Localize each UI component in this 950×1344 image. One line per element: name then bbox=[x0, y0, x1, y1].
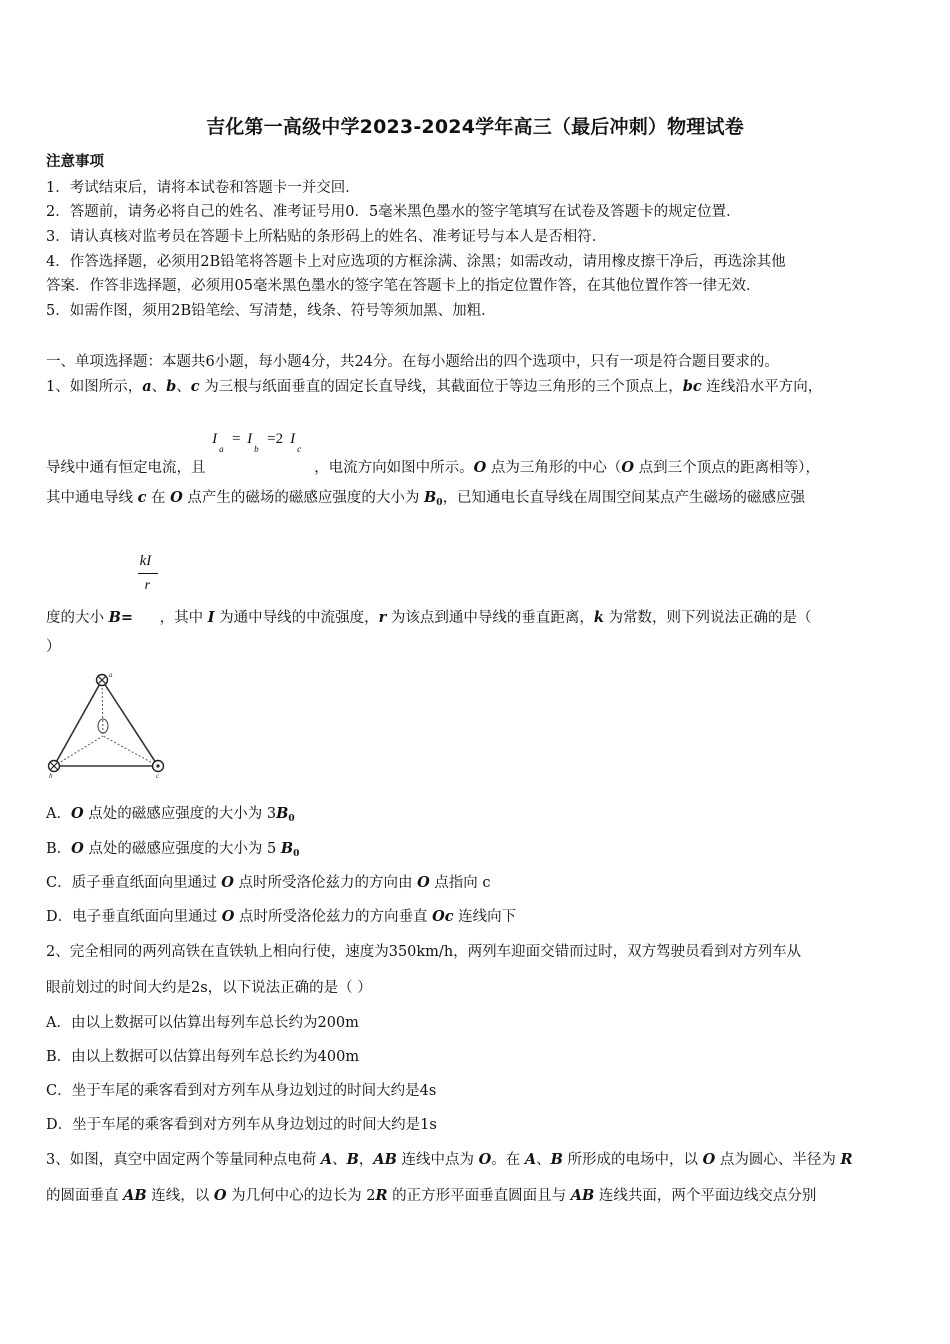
eq-symbol: I bbox=[212, 431, 218, 447]
q2-option-a: A．由以上数据可以估算出每列车总长约为200m bbox=[46, 1015, 359, 1031]
triangle-edge-ac bbox=[102, 680, 158, 766]
label-b: b bbox=[49, 772, 53, 780]
q2-line1: 2、完全相同的两列高铁在直铁轨上相向行使，速度为350km/h，两列车迎面交错而过时，双方驾驶员看到对方列车从 bbox=[46, 944, 802, 960]
note-item: 2．答题前，请务必将自己的姓名、准考证号用0．5毫米黑色墨水的签字笔填写在试卷及答题卡的规定位置． bbox=[46, 204, 741, 220]
q1-subscript: 0 bbox=[436, 498, 443, 508]
q3-var: O bbox=[213, 1187, 227, 1204]
wire-a-icon bbox=[97, 675, 108, 686]
q3-text: 3、如图，真空中固定两个等量同种点电荷 bbox=[46, 1152, 321, 1168]
q1-text: 为通中导线的中流强度， bbox=[214, 610, 379, 626]
q2-option-d: D．坐于车尾的乘客看到对方列车从身边划过的时间大约是1s bbox=[46, 1117, 437, 1133]
note-item: 5．如需作图，须用2B铅笔绘、写清楚，线条、符号等须加黑、加粗． bbox=[46, 303, 496, 319]
q1-text: 为三根与纸面垂直的固定长直导线，其截面位于等边三角形的三个顶点上， bbox=[199, 379, 683, 395]
q3-var: O bbox=[702, 1151, 716, 1168]
q1-option-b bbox=[46, 840, 299, 863]
q1-subscript: 0 bbox=[293, 849, 300, 859]
q3-text: 、 bbox=[536, 1152, 551, 1168]
q1-var: a bbox=[142, 378, 152, 395]
q1-option-d bbox=[46, 908, 516, 926]
q3-text: 点为圆心、半径为 bbox=[715, 1152, 841, 1168]
q1-var: Oc bbox=[432, 908, 454, 925]
q1-var: O bbox=[221, 874, 234, 891]
q3-var: A bbox=[524, 1151, 537, 1168]
q3-text: 连线中点为 bbox=[396, 1152, 479, 1168]
q1-option-c bbox=[46, 874, 491, 892]
q1-var: r bbox=[378, 609, 387, 626]
page-title: 吉化第一高级中学2023-2024学年高三（最后冲刺）物理试卷 bbox=[206, 116, 744, 138]
option-text: 点处的磁感应强度的大小为 3 bbox=[83, 806, 277, 822]
option-text: 点时所受洛伦兹力的方向垂直 bbox=[234, 909, 433, 925]
q1-var: B bbox=[280, 840, 294, 857]
q1-text: 度的大小 bbox=[46, 610, 109, 626]
fraction-bar bbox=[138, 573, 158, 574]
q2-option-c: C．坐于车尾的乘客看到对方列车从身边划过的时间大约是4s bbox=[46, 1083, 437, 1099]
q3-var: AB bbox=[373, 1151, 397, 1168]
q2-line2: 眼前划过的时间大约是2s，以下说法正确的是（ ） bbox=[46, 980, 372, 996]
q1-text: 点为三角形的中心（ bbox=[486, 460, 622, 476]
current-equation bbox=[210, 431, 314, 468]
q3-text: 。在 bbox=[491, 1152, 525, 1168]
q1-var: bc bbox=[682, 378, 702, 395]
q1-var: O bbox=[621, 459, 634, 476]
eq-subscript: c bbox=[297, 444, 302, 454]
q3-var: B bbox=[346, 1151, 359, 1168]
q1-line1 bbox=[46, 378, 822, 396]
q1-text: 点产生的磁场的磁感应强度的大小为 bbox=[182, 490, 425, 506]
q3-text: 所形成的电场中，以 bbox=[562, 1152, 703, 1168]
option-letter: A． bbox=[46, 806, 71, 822]
eq-symbol: =2 bbox=[267, 431, 284, 447]
q3-text: 连线共面，两个平面边线交点分别 bbox=[594, 1188, 817, 1204]
q3-text: 的正方形平面垂直圆面且与 bbox=[387, 1188, 571, 1204]
dashed-line-bo bbox=[54, 736, 103, 766]
q1-text: 在 bbox=[146, 490, 171, 506]
option-text: 点时所受洛伦兹力的方向由 bbox=[233, 875, 418, 891]
q1-text: 连线沿水平方向， bbox=[701, 379, 823, 395]
q1-text: 为该点到通中导线的垂直距离， bbox=[386, 610, 594, 626]
q1-subscript: 0 bbox=[288, 814, 295, 824]
q1-line3 bbox=[46, 489, 805, 512]
q1-var: B bbox=[424, 489, 437, 506]
b-formula-fraction bbox=[138, 553, 160, 616]
note-item: 4．作答选择题，必须用2B铅笔将答题卡上对应选项的方框涂满、涂黑；如需改动，请用橡皮擦干净后，再选涂其他 bbox=[46, 254, 786, 270]
q2-option-b: B．由以上数据可以估算出每列车总长约为400m bbox=[46, 1049, 360, 1065]
wire-b-icon bbox=[49, 761, 60, 772]
q1-line2 bbox=[46, 431, 820, 477]
wire-c-icon bbox=[153, 761, 164, 772]
triangle-edge-ab bbox=[54, 680, 102, 766]
q1-var: I bbox=[207, 609, 215, 626]
option-text: C．质子垂直纸面向里通过 bbox=[46, 875, 222, 891]
q1-line5: ） bbox=[46, 639, 61, 655]
notes-heading: 注意事项 bbox=[46, 153, 104, 170]
q3-line1 bbox=[46, 1151, 853, 1169]
eq-symbol: = bbox=[232, 431, 241, 447]
q1-var: O bbox=[221, 908, 235, 925]
q3-text: 、 bbox=[332, 1152, 347, 1168]
q1-text: 、 bbox=[176, 379, 191, 395]
q3-var: R bbox=[840, 1151, 853, 1168]
q1-text: = bbox=[120, 609, 134, 626]
fraction-denominator: r bbox=[144, 578, 151, 593]
q1-text: ，电流方向如图中所示。 bbox=[314, 460, 474, 476]
q1-line4 bbox=[46, 553, 812, 627]
q1-var: B bbox=[276, 805, 289, 822]
q1-text: 、 bbox=[151, 379, 167, 395]
q3-var: AB bbox=[123, 1187, 147, 1204]
q1-var: c bbox=[137, 489, 147, 506]
q3-text: 连线，以 bbox=[146, 1188, 214, 1204]
q1-var: O bbox=[473, 459, 487, 476]
eq-subscript: a bbox=[219, 444, 224, 454]
option-text: 连线向下 bbox=[453, 909, 517, 925]
option-text: D．电子垂直纸面向里通过 bbox=[46, 909, 222, 925]
dashed-line-ao bbox=[102, 680, 103, 736]
q1-text: 导线中通有恒定电流，且 bbox=[46, 460, 206, 476]
q1-var: O bbox=[71, 840, 84, 857]
option-text: 点处的磁感应强度的大小为 5 bbox=[83, 841, 281, 857]
note-item: 3．请认真核对监考员在答题卡上所粘贴的条形码上的姓名、准考证号与本人是否相符． bbox=[46, 229, 607, 245]
q3-line2 bbox=[46, 1187, 816, 1205]
q3-text: 为几何中心的边长为 2 bbox=[226, 1188, 376, 1204]
q3-var: R bbox=[375, 1187, 388, 1204]
note-item: 1．考试结束后，请将本试卷和答题卡一并交回． bbox=[46, 180, 360, 196]
q1-var: c bbox=[190, 378, 200, 395]
q3-text: 的圆面垂直 bbox=[46, 1188, 124, 1204]
q1-text: ，其中 bbox=[159, 610, 208, 626]
q1-option-a bbox=[46, 805, 295, 828]
q1-text: 为常数，则下列说法正确的是（ bbox=[603, 610, 812, 626]
q3-var: AB bbox=[570, 1187, 595, 1204]
wire-triangle-figure bbox=[46, 670, 170, 782]
q3-var: O bbox=[478, 1151, 492, 1168]
eq-symbol: I bbox=[290, 431, 296, 447]
q1-text: 1、如图所示， bbox=[46, 379, 143, 395]
q3-var: B bbox=[550, 1151, 563, 1168]
eq-subscript: b bbox=[254, 444, 259, 454]
label-c: c bbox=[156, 772, 160, 780]
section-heading: 一、单项选择题：本题共6小题，每小题4分，共24分。在每小题给出的四个选项中，只有一项是符合题目要求的。 bbox=[46, 354, 779, 370]
q1-var: O bbox=[417, 874, 430, 891]
option-letter: B． bbox=[46, 841, 72, 857]
q1-var: b bbox=[166, 378, 177, 395]
note-item: 答案．作答非选择题，必须用05毫米黑色墨水的签字笔在答题卡上的指定位置作答，在其他位置作答一律无效． bbox=[46, 278, 761, 294]
dashed-line-co bbox=[103, 736, 158, 766]
q1-text: ，已知通电长直导线在周围空间某点产生磁场的磁感应强 bbox=[442, 490, 806, 506]
q3-text: ， bbox=[358, 1152, 374, 1168]
q1-var: k bbox=[593, 609, 604, 626]
label-a: a bbox=[109, 671, 113, 679]
q1-var: O bbox=[70, 805, 84, 822]
q1-var: O bbox=[170, 489, 183, 506]
q1-text: 点到三个顶点的距离相等）， bbox=[634, 460, 820, 476]
q3-var: A bbox=[320, 1151, 333, 1168]
fraction-numerator: kI bbox=[139, 553, 152, 569]
option-text: 点指向 c bbox=[429, 875, 491, 891]
eq-symbol: I bbox=[247, 431, 253, 447]
q1-var: B bbox=[108, 609, 121, 626]
q1-text: 其中通电导线 bbox=[46, 490, 138, 506]
